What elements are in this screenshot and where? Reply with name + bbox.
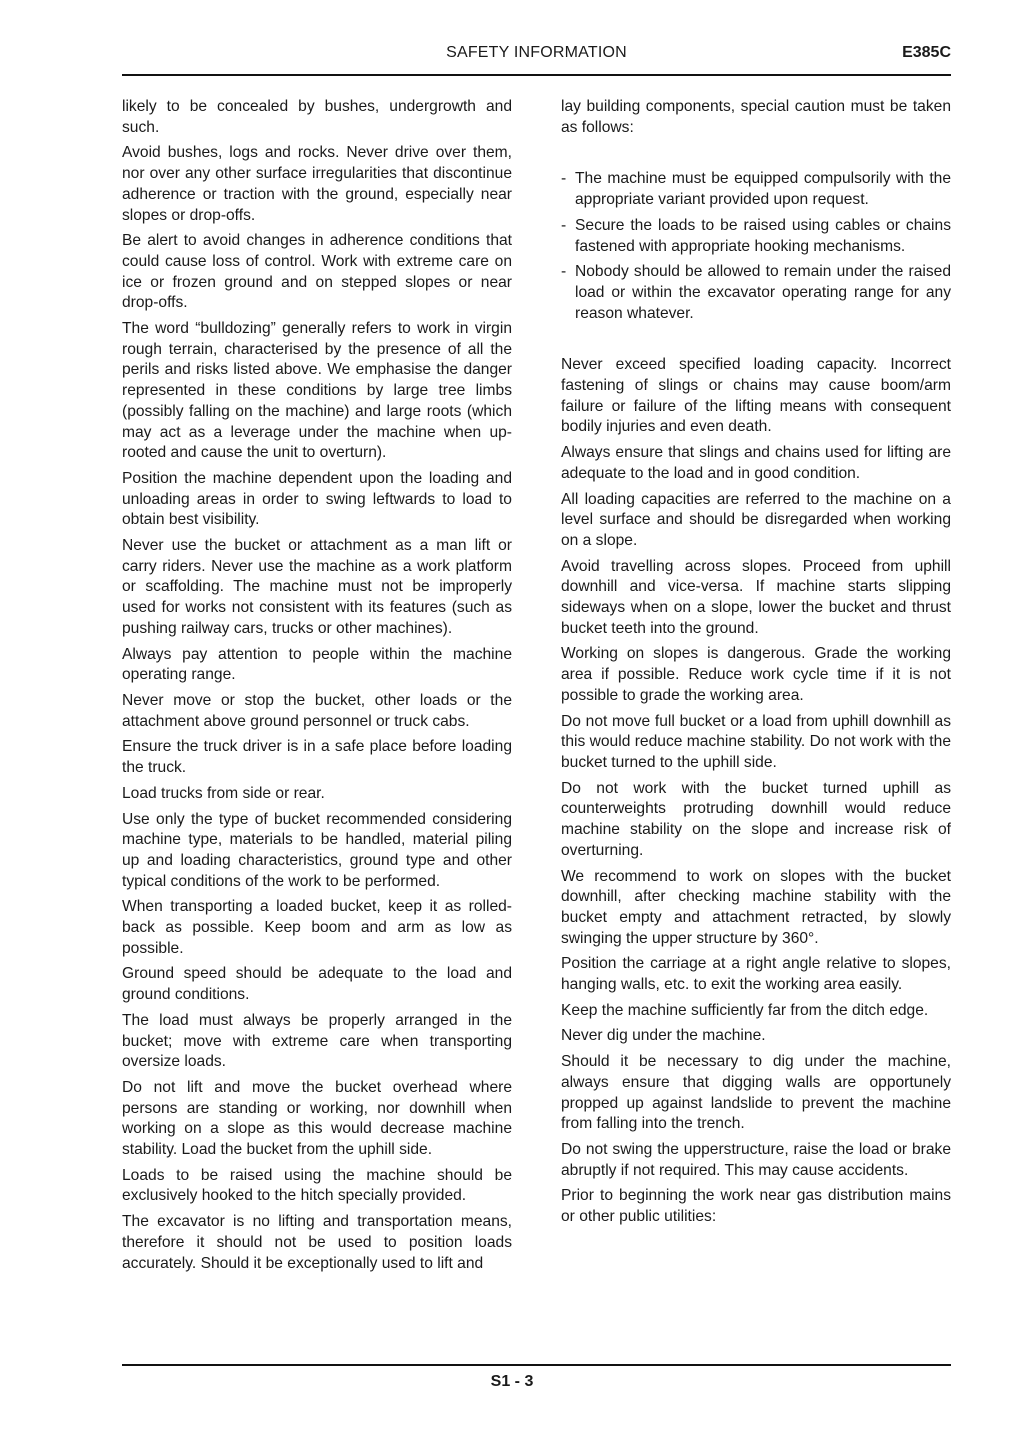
precaution-list <box>561 169 951 324</box>
paragraph: Avoid bushes, logs and rocks. Never drive over them, nor over any other surface irregularities that discontinue adherence or traction with the ground, especially near slopes or drop-offs. <box>122 144 512 224</box>
page-number: S1 - 3 <box>490 1373 534 1390</box>
paragraph: Never dig under the machine. <box>561 1027 766 1045</box>
paragraph: Always pay attention to people within the machine operating range. <box>122 645 512 684</box>
paragraph: Never exceed specified loading capacity. Incorrect fastening of slings or chains may cause boom/arm failure or failure of the lifting means with consequent bodily injuries and even death. <box>561 356 951 436</box>
list-item <box>561 169 951 210</box>
paragraph: Position the carriage at a right angle relative to slopes, hanging walls, etc. to exit the working area easily. <box>561 955 951 994</box>
paragraph: Do not lift and move the bucket overhead where persons are standing or working, nor downhill when working on a slope as this would decrease machine stability. Load the bucket from the uphill side. <box>122 1078 512 1159</box>
paragraph: Position the machine dependent upon the loading and unloading areas in order to swing leftwards to load to obtain best visibility. <box>122 469 512 529</box>
intro-paragraph: lay building components, special caution must be taken as follows: <box>561 98 951 136</box>
paragraph: Be alert to avoid changes in adherence conditions that could cause loss of control. Work with extreme care on ice or frozen ground and on stepped slopes or near drop-offs. <box>122 232 512 312</box>
header-title: SAFETY INFORMATION <box>446 44 627 61</box>
paragraph: Keep the machine sufficiently far from the ditch edge. <box>561 1001 929 1019</box>
list-item-text: The machine must be equipped compulsorily with the appropriate variant provided upon request. <box>575 170 951 209</box>
paragraph: Do not work with the bucket turned uphill as counterweights protruding downhill would reduce machine stability on the slope and increase risk of overturning. <box>561 779 951 859</box>
dash-marker: - <box>561 170 567 188</box>
paragraph: Do not swing the upperstructure, raise the load or brake abruptly if not required. This may cause accidents. <box>561 1140 951 1179</box>
paragraph: Never move or stop the bucket, other loads or the attachment above ground personnel or truck cabs. <box>122 691 512 730</box>
list-item-text: Nobody should be allowed to remain under the raised load or within the excavator operating range for any reason whatever. <box>575 263 951 322</box>
paragraph: The word “bulldozing” generally refers to work in virgin rough terrain, characterised by the presence of all the perils and risks listed above. We emphasise the danger represented in these conditions by large tree limbs (possibly falling on the machine) and large roots (which may act as a leverage under the machine when up-rooted and cause the unit to overturn). <box>122 320 512 462</box>
paragraph: Ground speed should be adequate to the load and ground conditions. <box>122 965 512 1004</box>
dash-marker: - <box>561 263 567 281</box>
dash-marker: - <box>561 216 567 234</box>
paragraph: Working on slopes is dangerous. Grade the working area if possible. Reduce work cycle time if it is not possible to grade the working area. <box>561 645 951 704</box>
paragraph: Ensure the truck driver is in a safe place before loading the truck. <box>122 738 512 777</box>
paragraph: Always ensure that slings and chains used for lifting are adequate to the load and in good condition. <box>561 444 951 482</box>
spacer <box>561 329 951 355</box>
spacer <box>561 143 951 169</box>
paragraph: Should it be necessary to dig under the machine, always ensure that digging walls are opportunely propped up against landslide to prevent the machine from falling into the trench. <box>561 1053 951 1133</box>
footer-divider <box>122 1364 951 1366</box>
paragraph: Avoid travelling across slopes. Proceed from uphill downhill and vice-versa. If machine starts slipping sideways when on a slope, lower the bucket and thrust bucket teeth into the ground. <box>561 557 951 637</box>
paragraph: Do not move full bucket or a load from uphill downhill as this would reduce machine stability. Do not work with the bucket turned to the uphill side. <box>561 712 951 771</box>
paragraph: The excavator is no lifting and transportation means, therefore it should not be used to position loads accurately. Should it be exceptionally used to lift and <box>122 1213 512 1272</box>
list-item <box>561 216 951 257</box>
paragraph: Never use the bucket or attachment as a man lift or carry riders. Never use the machine as a work platform or scaffolding. The machine must not be improperly used for works not consistent with its features (such as pushing railway cars, trucks or other machines). <box>122 537 512 637</box>
paragraph: Loads to be raised using the machine should be exclusively hooked to the hitch specially provided. <box>122 1166 512 1205</box>
paragraph: The load must always be properly arranged in the bucket; move with extreme care when transporting oversize loads. <box>122 1011 512 1071</box>
page-header <box>122 44 951 76</box>
list-item <box>561 262 951 324</box>
paragraph: likely to be concealed by bushes, undergrowth and such. <box>122 98 512 136</box>
paragraph: We recommend to work on slopes with the bucket downhill, after checking machine stability with the bucket empty and attachment retracted, by slowly swinging the upper structure by 360°. <box>561 867 951 947</box>
paragraph: Prior to beginning the work near gas distribution mains or other public utilities: <box>561 1187 951 1226</box>
paragraph: All loading capacities are referred to the machine on a level surface and should be disregarded when working on a slope. <box>561 490 951 549</box>
paragraph: When transporting a loaded bucket, keep it as rolled-back as possible. Keep boom and arm as low as possible. <box>122 898 512 957</box>
left-column <box>122 97 512 1279</box>
list-item-text: Secure the loads to be raised using cables or chains fastened with appropriate hooking mechanisms. <box>575 216 951 255</box>
paragraph: Use only the type of bucket recommended considering machine type, materials to be handled, material piling up and loading characteristics, ground type and other typical conditions of the work to be performed. <box>122 810 512 890</box>
paragraph: Load trucks from side or rear. <box>122 784 325 802</box>
model-code: E385C <box>902 44 951 61</box>
right-column <box>561 97 951 1233</box>
